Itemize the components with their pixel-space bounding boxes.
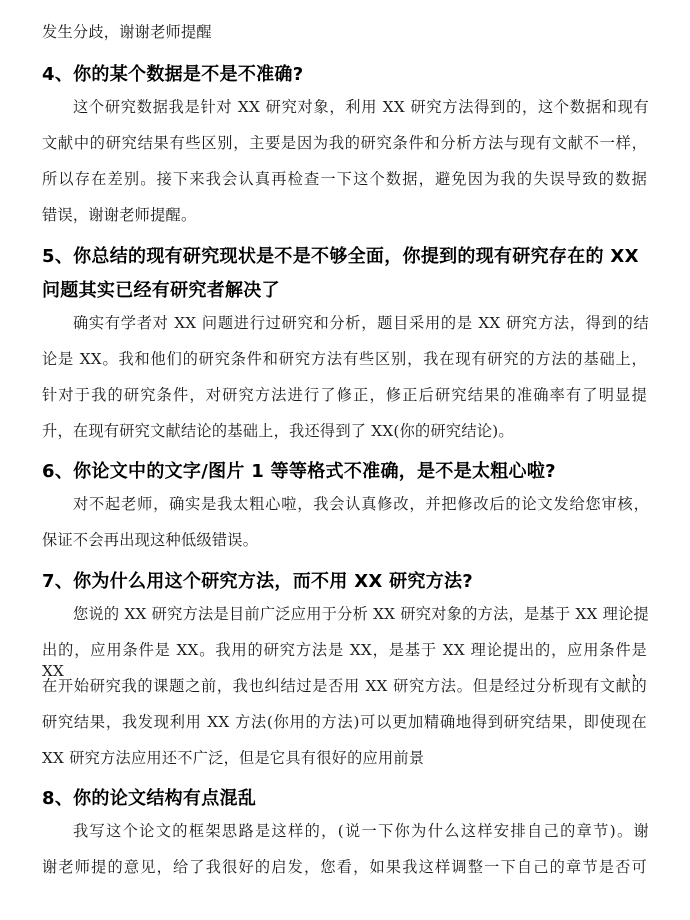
answer-7-line-3: 在开始研究我的课题之前，我也纠结过是否用 XX 研究方法。但是经过分析现有文献的 [42,677,647,695]
question-5-heading-line-2: 问题其实已经有研究者解决了 [42,280,280,301]
question-6-heading: 6、你论文中的文字/图片 1 等等格式不准确，是不是太粗心啦? [42,461,556,482]
answer-4-line-1: 这个研究数据我是针对 XX 研究对象，利用 XX 研究方法得到的，这个数据和现有 [73,98,649,116]
answer-5-line-2: 论是 XX。我和他们的研究条件和研究方法有些区别，我在现有研究的方法的基础上， [42,350,647,368]
answer-4-line-3: 所以存在差别。接下来我会认真再检查一下这个数据，避免因为我的失误导致的数据 [42,170,647,188]
answer-5-line-1: 确实有学者对 XX 问题进行过研究和分析，题目采用的是 XX 研究方法，得到的结 [73,314,649,332]
answer-8-line-1: 我写这个论文的框架思路是这样的，(说一下你为什么这样安排自己的章节)。谢 [73,822,649,840]
answer-6-line-1: 对不起老师，确实是我太粗心啦，我会认真修改，并把修改后的论文发给您审核， [73,495,649,513]
question-7-heading: 7、你为什么用这个研究方法，而不用 XX 研究方法? [42,571,474,592]
answer-7-line-2: 出的，应用条件是 XX。我用的研究方法是 XX，是基于 XX 理论提出的，应用条件是 XX， [42,641,647,680]
answer-5-line-3: 针对于我的研究条件，对研究方法进行了修正，修正后研究结果的准确率有了明显提 [42,386,647,404]
answer-4-line-2: 文献中的研究结果有些区别，主要是因为我的研究条件和分析方法与现有文献不一样， [42,134,647,152]
answer-7-line-4: 研究结果，我发现利用 XX 方法(你用的方法)可以更加精确地得到研究结果，即使现在 [42,713,647,731]
question-8-heading: 8、你的论文结构有点混乱 [42,788,257,809]
paragraph-line: 发生分歧，谢谢老师提醒 [42,23,212,41]
answer-7-line-1: 您说的 XX 研究方法是目前广泛应用于分析 XX 研究对象的方法，是基于 XX 理论提 [73,605,649,623]
answer-4-line-4: 错误，谢谢老师提醒。 [42,206,197,224]
answer-5-line-4: 升，在现有研究文献结论的基础上，我还得到了 XX(你的研究结论)。 [42,422,514,440]
answer-8-line-2: 谢老师提的意见，给了我很好的启发，您看，如果我这样调整一下自己的章节是否可 [42,858,647,876]
question-5-heading-line-1: 5、你总结的现有研究现状是不是不够全面，你提到的现有研究存在的 XX [42,246,639,267]
answer-6-line-2: 保证不会再出现这种低级错误。 [42,531,259,549]
question-4-heading: 4、你的某个数据是不是不准确? [42,64,304,85]
answer-7-line-5: XX 研究方法应用还不广泛，但是它具有很好的应用前景 [42,749,425,767]
